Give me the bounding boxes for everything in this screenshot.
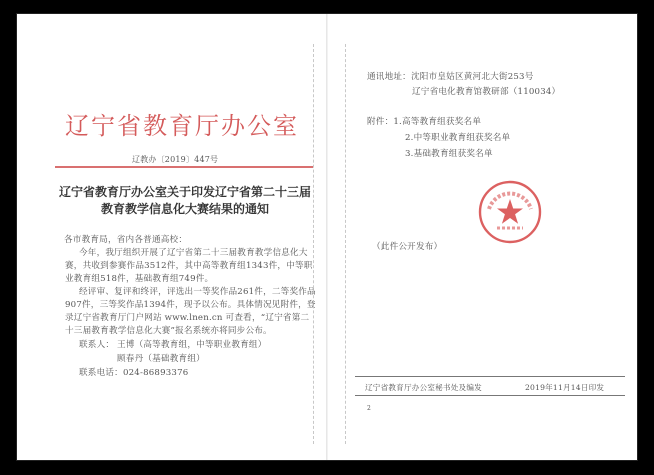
attachment-item: 附件：1.高等教育组获奖名单 (367, 117, 482, 127)
contact-label: 联系人： (79, 340, 115, 350)
body-line: 经评审、复评和终评，评选出一等奖作品261件，二等奖作品 (79, 287, 316, 297)
official-seal-icon (477, 179, 543, 245)
footer-rule-top (355, 376, 625, 377)
attachment-item: 3.基础教育组获奖名单 (405, 149, 493, 159)
left-page (17, 14, 327, 460)
contact-value: 王博（高等教育组，中等职业教育组） (117, 340, 267, 350)
notice-title-line2: 教育教学信息化大赛结果的通知 (100, 202, 269, 216)
footer-rule-bottom (355, 395, 625, 396)
right-page (327, 14, 637, 460)
address-line: 通讯地址：沈阳市皇姑区黄河北大街253号 (367, 72, 534, 82)
footer-right: 2019年11月14日印发 (525, 383, 605, 392)
document-spread (17, 14, 637, 460)
body-line: 十三届教育教学信息化大赛”报名系统亦将同步公布。 (65, 326, 272, 336)
header-title: 辽宁省教育厅办公室 (65, 112, 299, 140)
publish-note: （此件公开发布） (372, 242, 443, 252)
address-line: 辽宁省电化教育馆教研部（110034） (412, 87, 561, 97)
body-line: 今年，我厅组织开展了辽宁省第二十三届教育教学信息化大 (79, 248, 308, 258)
body-line: 赛，共收到参赛作品3512件，其中高等教育组1343件，中等职 (65, 261, 313, 271)
body-line: 录辽宁省教育厅门户网站 www.lnen.cn 可查看，“辽宁省第二 (65, 313, 310, 323)
red-divider (55, 166, 313, 168)
body-line: 业教育组518件，基础教育组749件。 (65, 274, 214, 284)
page-mark: 2 (367, 405, 372, 412)
phone-line: 联系电话：024-86893376 (79, 368, 189, 378)
notice-title-line1: 辽宁省教育厅办公室关于印发辽宁省第二十三届 (58, 185, 311, 199)
doc-number: 辽教办〔2019〕447号 (132, 155, 219, 164)
body-line: 907件，三等奖作品1394件，现予以公布。具体情况见附件，登 (65, 300, 316, 310)
contact-line2: 顾春丹（基础教育组） (117, 354, 205, 364)
fold-line-left (313, 44, 314, 444)
recipients: 各市教育局，省内各普通高校： (64, 235, 188, 245)
attachment-item: 2.中等职业教育组获奖名单 (405, 133, 511, 143)
footer-left: 辽宁省教育厅办公室秘书处及编发 (365, 383, 482, 392)
